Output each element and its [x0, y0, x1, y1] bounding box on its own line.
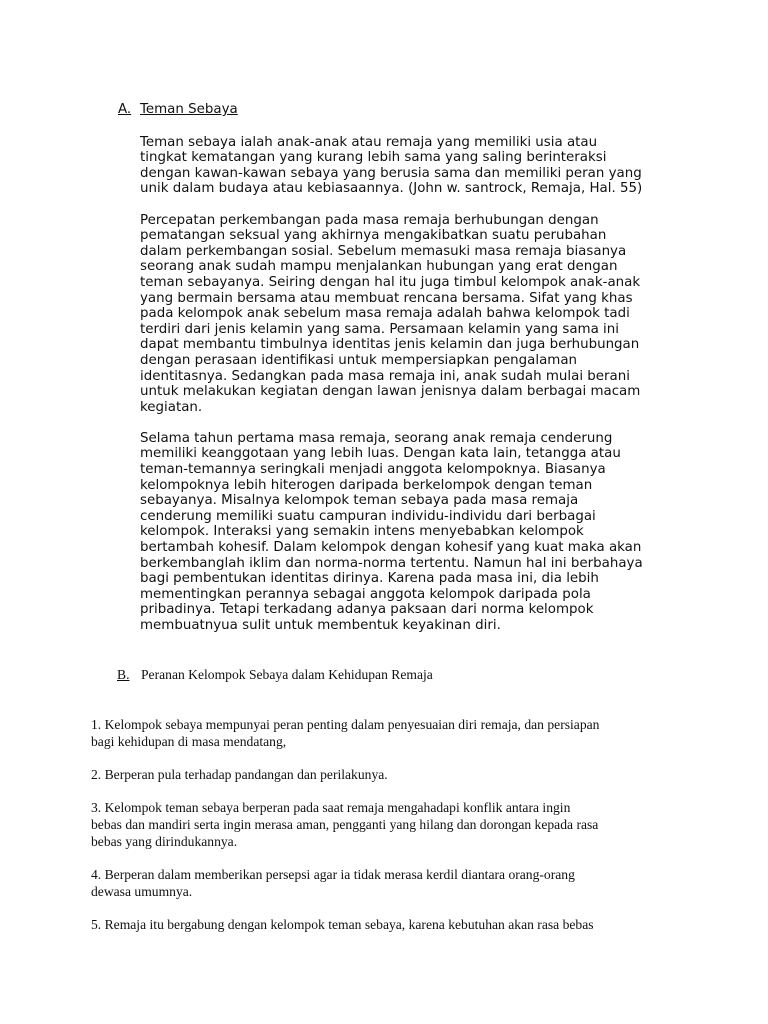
list-item: 2. Berperan pula terhadap pandangan dan perilakunya. [91, 767, 388, 782]
section-b-heading [117, 666, 691, 683]
list-item: 1. Kelompok sebaya mempunyai peran penting dalam penyesuaian diri remaja, dan persiapan bagi kehidupan di masa mendatang, [91, 717, 600, 749]
paragraph-first-year: Selama tahun pertama masa remaja, seorang anak remaja cenderung memiliki keanggotaan yang lebih luas. Dengan kata lain, tetangga atau teman-temannya seringkali menjadi anggota kelompoknya. Biasanya kelompoknya lebih hiterogen daripada berkelompok dengan teman sebayanya. Misalnya kelompok teman sebaya pada masa remaja cenderung memiliki suatu campuran individu-individu dari berbagai kelompok. Interaksi yang semakin intens menyebabkan kelompok bertambah kohesif. Dalam kelompok dengan kohesif yang kuat maka akan berkembanglah iklim dan norma-norma tertentu. Namun hal ini berbahaya bagi pembentukan identitas dirinya. Karena pada masa ini, dia lebih mementingkan perannya sebagai anggota kelompok daripada pola pribadinya. Tetapi terkadang adanya paksaan dari norma kelompok membuatnyua sulit untuk membentuk keyakinan diri. [140, 430, 643, 633]
section-b-title: Peranan Kelompok Sebaya dalam Kehidupan Remaja [141, 667, 433, 682]
list-item: 3. Kelompok teman sebaya berperan pada saat remaja mengahadapi konflik antara ingin bebas dan mandiri serta ingin merasa aman, pengganti yang hilang dan dorongan kepada rasa bebas yang dirindukannya. [91, 800, 599, 849]
section-a-title: Teman Sebaya [140, 102, 238, 117]
paragraph-definition: Teman sebaya ialah anak-anak atau remaja yang memiliki usia atau tingkat kematangan yang kurang lebih sama yang saling berinteraksi dengan kawan-kawan sebaya yang berusia sama dan memiliki peran yang unik dalam budaya atau kebiasaannya. (John w. santrock, Remaja, Hal. 55) [140, 134, 643, 197]
list-item: 4. Berperan dalam memberikan persepsi agar ia tidak merasa kerdil diantara orang-orang dewasa umumnya. [91, 867, 575, 899]
section-b-letter: B. [117, 667, 130, 682]
list-item: 5. Remaja itu bergabung dengan kelompok teman sebaya, karena kebutuhan akan rasa bebas [91, 917, 594, 932]
section-a-heading [118, 102, 688, 118]
section-a-letter: A. [118, 102, 132, 117]
paragraph-development: Percepatan perkembangan pada masa remaja berhubungan dengan pematangan seksual yang akhirnya mengakibatkan suatu perubahan dalam perkembangan sosial. Sebelum memasuki masa remaja biasanya seorang anak sudah mampu menjalankan hubungan yang erat dengan teman sebayanya. Seiring dengan hal itu juga timbul kelompok anak-anak yang bermain bersama atau membuat rencana bersama. Sifat yang khas pada kelompok anak sebelum masa remaja adalah bahwa kelompok tadi terdiri dari jenis kelamin yang sama. Persamaan kelamin yang sama ini dapat membantu timbulnya identitas jenis kelamin dan juga berhubungan dengan perasaan identifikasi untuk mempersiapkan pengalaman identitasnya. Sedangkan pada masa remaja ini, anak sudah mulai berani untuk melakukan kegiatan dengan lawan jenisnya dalam berbagai macam kegiatan. [140, 212, 641, 415]
section-a [118, 102, 688, 649]
section-b [91, 666, 691, 949]
